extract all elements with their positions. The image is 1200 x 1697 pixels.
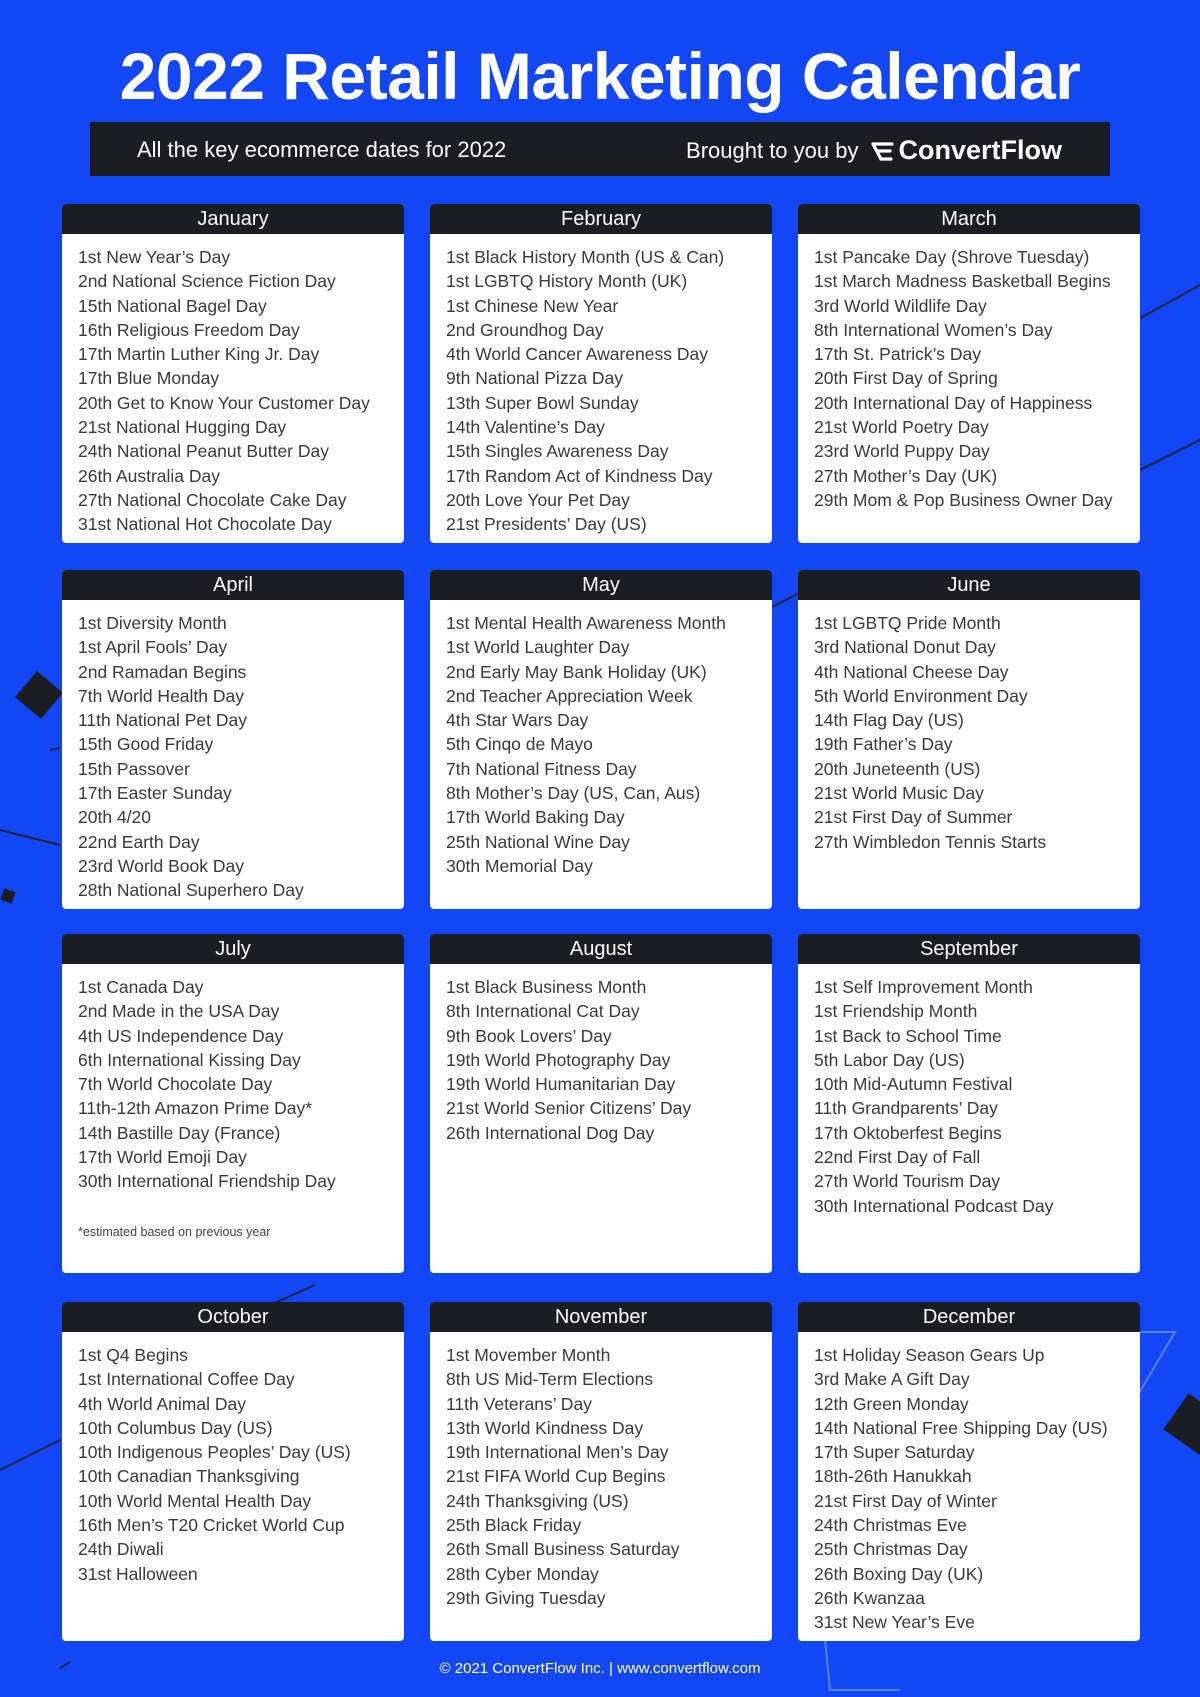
event-item: 4th National Cheese Day (814, 661, 1009, 682)
event-item: 27th World Tourism Day (814, 1171, 1001, 1192)
event-item: 17th St. Patrick’s Day (814, 344, 981, 365)
event-item: 22nd Earth Day (78, 831, 200, 852)
event-item: 20th Love Your Pet Day (446, 489, 630, 510)
month-header: December (798, 1302, 1140, 1332)
event-item: 20th 4/20 (78, 807, 151, 828)
month-card-july (62, 934, 404, 1273)
event-item: 21st World Senior Citizens’ Day (446, 1098, 692, 1119)
event-item: 2nd Groundhog Day (446, 319, 604, 340)
event-item: 9th National Pizza Day (446, 368, 624, 389)
event-item: 22nd First Day of Fall (814, 1147, 981, 1168)
event-item: 3rd World Wildlife Day (814, 295, 987, 316)
month-card-november (430, 1302, 772, 1641)
footnote: *estimated based on previous year (78, 1225, 271, 1239)
event-item: 28th National Superhero Day (78, 880, 304, 901)
event-list (62, 964, 404, 1194)
event-item: 1st Holiday Season Gears Up (814, 1345, 1045, 1365)
event-item: 13th World Kindness Day (446, 1417, 644, 1438)
event-item: 1st International Coffee Day (78, 1369, 295, 1390)
event-item: 21st Presidents’ Day (US) (446, 514, 647, 535)
event-item: 14th National Free Shipping Day (US) (814, 1417, 1108, 1438)
event-item: 27th Wimbledon Tennis Starts (814, 831, 1047, 852)
event-item: 5th Cinqo de Mayo (446, 734, 593, 755)
event-item: 4th US Independence Day (78, 1025, 284, 1046)
event-item: 1st Back to School Time (814, 1025, 1002, 1046)
event-item: 26th Small Business Saturday (446, 1539, 680, 1560)
event-item: 1st Chinese New Year (446, 295, 619, 316)
month-card-january (62, 204, 404, 543)
event-item: 2nd Made in the USA Day (78, 1001, 280, 1022)
event-item: 19th World Photography Day (446, 1049, 671, 1070)
convertflow-logo-icon (870, 140, 896, 162)
brand-name: ConvertFlow (898, 135, 1062, 165)
month-card-february (430, 204, 772, 543)
event-item: 1st April Fools’ Day (78, 637, 228, 658)
event-item: 6th International Kissing Day (78, 1049, 301, 1070)
event-item: 15th Good Friday (78, 734, 214, 755)
event-item: 17th Easter Sunday (78, 783, 232, 804)
event-item: 7th World Chocolate Day (78, 1074, 273, 1095)
event-item: 31st National Hot Chocolate Day (78, 514, 332, 535)
event-item: 26th Kwanzaa (814, 1587, 925, 1608)
month-header: February (430, 204, 772, 234)
event-item: 25th National Wine Day (446, 831, 630, 852)
event-item: 30th International Friendship Day (78, 1171, 336, 1192)
event-item: 7th World Health Day (78, 685, 245, 706)
month-card-october (62, 1302, 404, 1641)
event-list (798, 600, 1140, 854)
month-card-march (798, 204, 1140, 543)
event-item: 2nd National Science Fiction Day (78, 271, 336, 292)
month-card-august (430, 934, 772, 1273)
event-item: 26th Australia Day (78, 465, 221, 486)
event-item: 10th Mid-Autumn Festival (814, 1074, 1013, 1095)
event-item: 1st Mental Health Awareness Month (446, 613, 726, 633)
event-list (798, 234, 1140, 512)
event-item: 17th Blue Monday (78, 368, 220, 389)
event-item: 1st Movember Month (446, 1345, 611, 1365)
event-item: 17th Martin Luther King Jr. Day (78, 344, 320, 365)
event-list (798, 964, 1140, 1218)
event-list (430, 600, 772, 878)
event-item: 12th Green Monday (814, 1393, 969, 1414)
event-item: 29th Mom & Pop Business Owner Day (814, 489, 1113, 510)
event-item: 2nd Teacher Appreciation Week (446, 685, 693, 706)
event-item: 30th Memorial Day (446, 855, 593, 876)
event-item: 20th First Day of Spring (814, 368, 998, 389)
event-item: 14th Flag Day (US) (814, 710, 964, 731)
event-item: 15th Singles Awareness Day (446, 441, 669, 462)
event-item: 1st Black History Month (US & Can) (446, 247, 725, 267)
event-item: 8th Mother’s Day (US, Can, Aus) (446, 783, 701, 804)
event-item: 8th US Mid-Term Elections (446, 1369, 654, 1390)
event-item: 17th Oktoberfest Begins (814, 1122, 1002, 1143)
event-item: 15th Passover (78, 758, 190, 779)
event-item: 1st Self Improvement Month (814, 977, 1033, 997)
event-item: 11th Grandparents’ Day (814, 1098, 998, 1119)
month-card-june (798, 570, 1140, 909)
event-item: 30th International Podcast Day (814, 1195, 1054, 1216)
event-item: 1st World Laughter Day (446, 637, 630, 658)
event-item: 8th International Women’s Day (814, 319, 1053, 340)
tagline: All the key ecommerce dates for 2022 (137, 137, 507, 162)
month-header: June (798, 570, 1140, 600)
event-item: 19th Father’s Day (814, 734, 953, 755)
event-item: 10th Indigenous Peoples’ Day (US) (78, 1442, 351, 1463)
event-item: 24th National Peanut Butter Day (78, 441, 329, 462)
event-list (62, 1332, 404, 1586)
month-header: April (62, 570, 404, 600)
event-item: 16th Religious Freedom Day (78, 319, 300, 340)
event-item: 10th Canadian Thanksgiving (78, 1466, 300, 1487)
event-item: 1st New Year’s Day (78, 247, 231, 267)
event-item: 21st First Day of Summer (814, 807, 1013, 828)
month-header: September (798, 934, 1140, 964)
month-header: January (62, 204, 404, 234)
event-item: 3rd National Donut Day (814, 637, 996, 658)
event-item: 24th Thanksgiving (US) (446, 1490, 629, 1511)
event-item: 5th World Environment Day (814, 685, 1028, 706)
event-item: 8th International Cat Day (446, 1001, 640, 1022)
event-item: 16th Men’s T20 Cricket World Cup (78, 1515, 345, 1536)
event-item: 24th Diwali (78, 1539, 164, 1560)
month-card-may (430, 570, 772, 909)
event-list (430, 1332, 772, 1610)
event-item: 21st National Hugging Day (78, 417, 287, 438)
event-item: 17th Random Act of Kindness Day (446, 465, 713, 486)
event-item: 1st Diversity Month (78, 613, 227, 633)
event-item: 13th Super Bowl Sunday (446, 392, 639, 413)
event-item: 25th Christmas Day (814, 1539, 968, 1560)
event-list (430, 964, 772, 1145)
event-item: 1st Q4 Begins (78, 1345, 188, 1365)
event-item: 31st New Year’s Eve (814, 1612, 975, 1633)
month-header: March (798, 204, 1140, 234)
event-item: 19th International Men’s Day (446, 1442, 669, 1463)
brought-by-label: Brought to you by (686, 137, 859, 163)
event-item: 15th National Bagel Day (78, 295, 267, 316)
event-item: 31st Halloween (78, 1563, 198, 1584)
event-item: 23rd World Puppy Day (814, 441, 990, 462)
month-header: May (430, 570, 772, 600)
event-item: 17th World Emoji Day (78, 1147, 247, 1168)
credit (686, 135, 1062, 166)
event-item: 21st FIFA World Cup Begins (446, 1466, 666, 1487)
event-item: 19th World Humanitarian Day (446, 1074, 676, 1095)
event-item: 10th World Mental Health Day (78, 1490, 312, 1511)
month-header: October (62, 1302, 404, 1332)
event-item: 14th Valentine’s Day (446, 417, 605, 438)
event-item: 1st Pancake Day (Shrove Tuesday) (814, 247, 1090, 267)
event-item: 2nd Ramadan Begins (78, 661, 247, 682)
event-item: 2nd Early May Bank Holiday (UK) (446, 661, 707, 682)
month-header: July (62, 934, 404, 964)
event-item: 10th Columbus Day (US) (78, 1417, 273, 1438)
event-item: 3rd Make A Gift Day (814, 1369, 970, 1390)
event-item: 1st Canada Day (78, 977, 204, 997)
event-item: 9th Book Lovers’ Day (446, 1025, 612, 1046)
event-item: 4th Star Wars Day (446, 710, 589, 731)
event-item: 4th World Cancer Awareness Day (446, 344, 708, 365)
event-item: 24th Christmas Eve (814, 1515, 967, 1536)
event-item: 21st World Poetry Day (814, 417, 989, 438)
footer: © 2021 ConvertFlow Inc. | www.convertflow.com (439, 1660, 761, 1677)
month-card-april (62, 570, 404, 909)
event-item: 18th-26th Hanukkah (814, 1466, 972, 1487)
event-item: 20th Get to Know Your Customer Day (78, 392, 370, 413)
event-item: 28th Cyber Monday (446, 1563, 599, 1584)
event-item: 14th Bastille Day (France) (78, 1122, 281, 1143)
event-item: 21st First Day of Winter (814, 1490, 997, 1511)
event-item: 17th World Baking Day (446, 807, 625, 828)
month-header: November (430, 1302, 772, 1332)
event-item: 5th Labor Day (US) (814, 1049, 965, 1070)
event-item: 21st World Music Day (814, 783, 984, 804)
event-item: 1st Friendship Month (814, 1001, 978, 1022)
event-item: 1st LGBTQ History Month (UK) (446, 271, 688, 292)
event-list (62, 234, 404, 537)
month-header: August (430, 934, 772, 964)
event-list (62, 600, 404, 903)
subheader-bar (90, 122, 1110, 176)
month-card-december (798, 1302, 1140, 1641)
event-item: 20th Juneteenth (US) (814, 758, 981, 779)
event-item: 27th Mother’s Day (UK) (814, 465, 998, 486)
event-item: 4th World Animal Day (78, 1393, 246, 1414)
event-item: 26th Boxing Day (UK) (814, 1563, 984, 1584)
event-item: 11th-12th Amazon Prime Day* (78, 1098, 313, 1119)
event-item: 1st March Madness Basketball Begins (814, 271, 1111, 292)
event-item: 1st Black Business Month (446, 977, 647, 997)
event-item: 29th Giving Tuesday (446, 1587, 606, 1608)
event-item: 23rd World Book Day (78, 855, 245, 876)
event-item: 20th International Day of Happiness (814, 392, 1093, 413)
event-item: 1st LGBTQ Pride Month (814, 613, 1001, 633)
page-title: 2022 Retail Marketing Calendar (119, 39, 1081, 113)
event-item: 7th National Fitness Day (446, 758, 637, 779)
month-card-september (798, 934, 1140, 1273)
event-item: 26th International Dog Day (446, 1122, 655, 1143)
event-list (798, 1332, 1140, 1635)
event-list (430, 234, 772, 537)
event-item: 25th Black Friday (446, 1515, 582, 1536)
event-item: 11th National Pet Day (78, 710, 247, 731)
event-item: 17th Super Saturday (814, 1442, 975, 1463)
event-item: 11th Veterans’ Day (446, 1393, 592, 1414)
event-item: 27th National Chocolate Cake Day (78, 489, 347, 510)
